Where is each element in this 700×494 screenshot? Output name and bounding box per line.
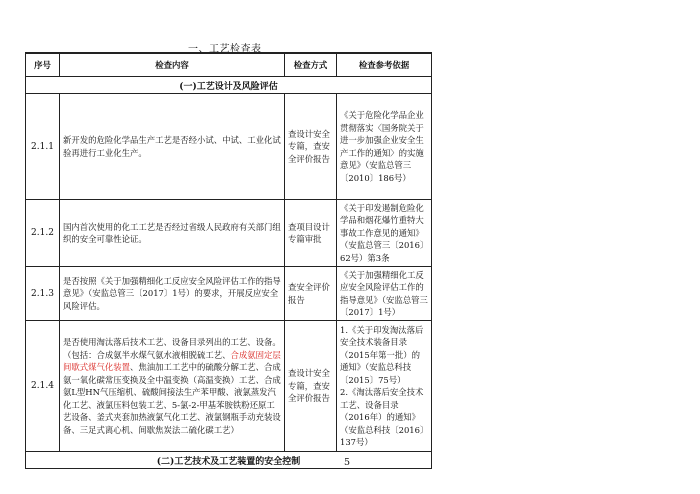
section-title: (二)工艺技术及工艺装置的安全控制 [26,452,432,469]
row-method: 查安全评价报告 [285,267,337,321]
page-number: 5 [344,457,351,468]
row-number: 2.1.3 [26,267,60,321]
header-no: 序号 [26,53,60,77]
table-row [26,321,432,452]
header-method: 检查方式 [285,53,337,77]
section-row [26,77,432,94]
row-method: 查设计安全专篇，查安全评价报告 [285,94,337,200]
row-basis: 1.《关于印发淘汰落后安全技术装备目录（2015年第一批）的通知》（安监总科技〔2015〕75号） 2.《淘汰落后安全技术工艺、设备目录（2016年）的通知》（安监总科技〔2016〕137号） [337,321,432,452]
row-content: 新开发的危险化学品生产工艺是否经小试、中试、工业化试验再进行工业化生产。 [60,94,285,200]
row-number: 2.1.4 [26,321,60,452]
header-row [26,53,432,77]
row-method: 查项目设计专篇审批 [285,200,337,267]
row-content: 是否按照《关于加强精细化工反应安全风险评估工作的指导意见》（安监总管三〔2017〕1号）的要求，开展反应安全风险评估。 [60,267,285,321]
process-inspection-table [25,52,432,469]
row-basis: 《关于印发遏制危险化学品和烟花爆竹重特大事故工作意见的通知》（安监总管三〔2016〕62号）第3条 [337,200,432,267]
header-content: 检查内容 [60,53,285,77]
row-number: 2.1.2 [26,200,60,267]
row-content-text: 、焦油加工工艺中的硫酸分解工艺、合成氨一氧化碳常压变换及全中温变换（高温变换）工艺、合成氨L型HN气压缩机、硫酸间接法生产苯甲酸、液氯蒸发汽化工艺、液氯压料包装工艺、5-氯-2-甲基苯胺铁粉还原工艺设备、釜式夹套加热液氯气化工艺、液氯钢瓶手动充装设备、三足式离心机、间歇焦炭法二硫化碳工艺） [63,362,281,435]
row-method: 查设计安全专篇，查安全评价报告 [285,321,337,452]
table-row [26,94,432,200]
page-title: 一、工艺检查表 [188,44,262,55]
row-content [60,321,285,452]
highlighted-equipment: 合成氨固定层间歇式煤气化装置 [63,349,281,372]
header-basis: 检查参考依据 [337,53,432,77]
row-basis: 《关于危险化学品企业贯彻落实〈国务院关于进一步加强企业安全生产工作的通知〉的实施意见》（安监总管三〔2010〕186号） [337,94,432,200]
section-row [26,452,432,469]
row-content: 国内首次使用的化工工艺是否经过省级人民政府有关部门组织的安全可靠性论证。 [60,200,285,267]
row-number: 2.1.1 [26,94,60,200]
row-basis: 《关于加强精细化工反应安全风险评估工作的指导意见》（安监总管三〔2017〕1号） [337,267,432,321]
table-row [26,267,432,321]
section-title: (一)工艺设计及风险评估 [26,77,432,94]
row-content-text: 是否使用淘汰落后技术工艺、设备目录列出的工艺、设备。（包括：合成氨半水煤气氨水液相脱硫工艺、 [63,337,281,360]
table-row [26,200,432,267]
